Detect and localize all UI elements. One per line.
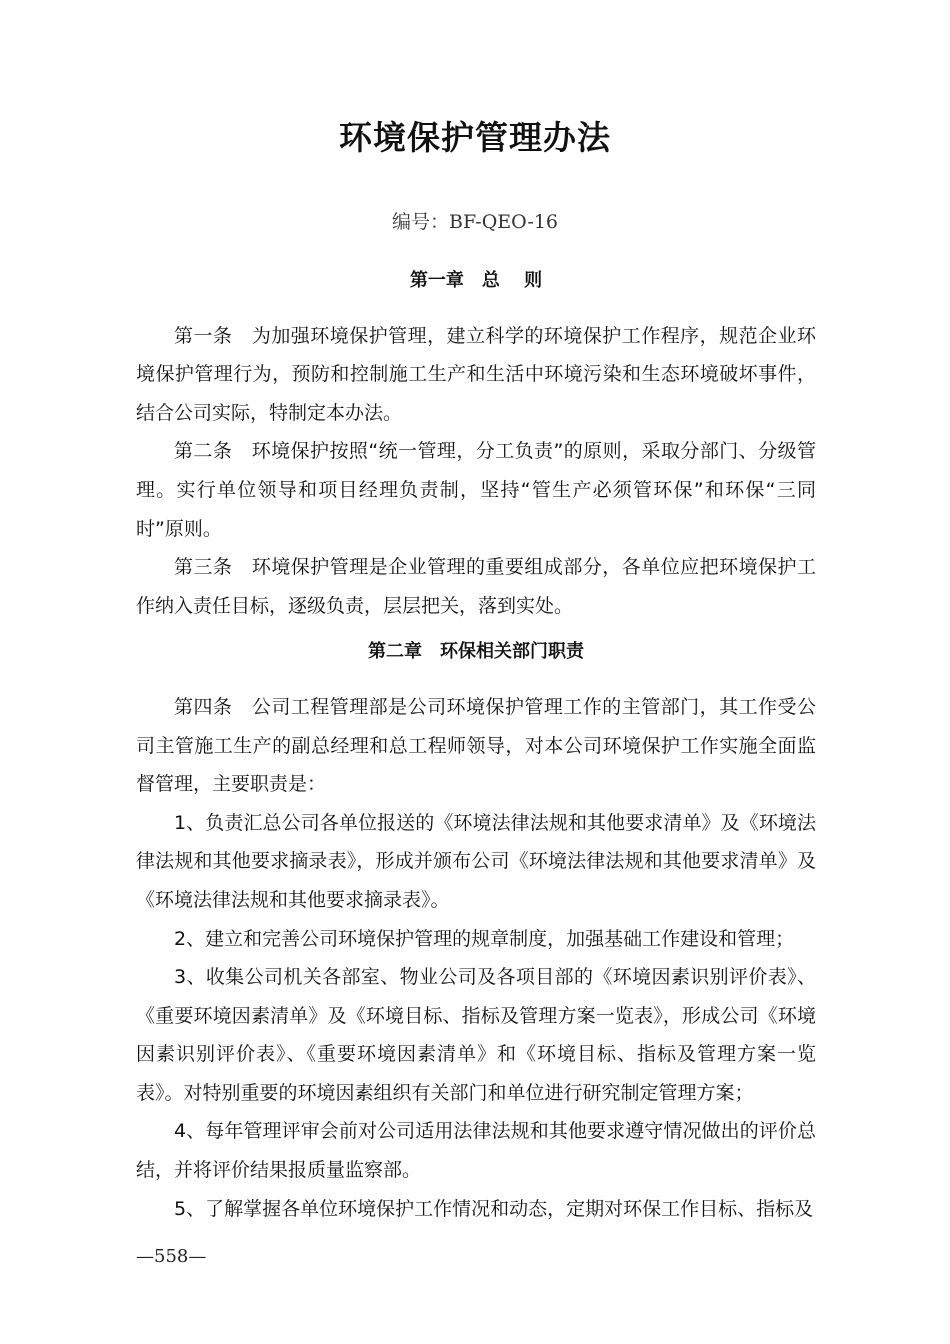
- article-2: 第二条 环境保护按照“统一管理，分工负责”的原则，采取分部门、分级管理。实行单位领导和项目经理负责制，坚持“管生产必须管环保”和环保“三同时”原则。: [136, 440, 816, 540]
- list-item-2: 2、建立和完善公司环境保护管理的规章制度，加强基础工作建设和管理；: [174, 927, 795, 950]
- list-item-4: 4、每年管理评审会前对公司适用法律法规和其他要求遵守情况做出的评价总结，并将评价结果报质量监察部。: [136, 1120, 816, 1182]
- chapter-heading-general: 第一章 总 则: [409, 270, 543, 291]
- list-item-5: 5、了解掌握各单位环境保护工作情况和动态，定期对环保工作目标、指标及: [174, 1197, 814, 1220]
- document-body: [136, 262, 816, 1228]
- article-3: 第三条 环境保护管理是企业管理的重要组成部分，各单位应把环境保护工作纳入责任目标，逐级负责，层层把关，落到实处。: [136, 556, 816, 617]
- document-title: 环境保护管理办法: [339, 118, 611, 157]
- list-item-1: 1、负责汇总公司各单位报送的《环境法律法规和其他要求清单》及《环境法律法规和其他要求摘录表》，形成并颁布公司《环境法律法规和其他要求清单》及《环境法律法规和其他要求摘录表》。: [136, 811, 816, 911]
- page-number: —558—: [136, 1246, 207, 1267]
- list-item-3: 3、收集公司机关各部室、物业公司及各项目部的《环境因素识别评价表》、《重要环境因素清单》及《环境目标、指标及管理方案一览表》，形成公司《环境因素识别评价表》、《重要环境因素清单》和《环境目标、指标及管理方案一览表》。对特别重要的环境因素组织有关部门和单位进行研究制定管理方案；: [136, 966, 816, 1104]
- article-4: 第四条 公司工程管理部是公司环境保护管理工作的主管部门，其工作受公司主管施工生产的副总经理和总工程师领导，对本公司环境保护工作实施全面监督管理，主要职责是：: [136, 695, 816, 796]
- chapter-heading-responsibilities: 第二章 环保相关部门职责: [368, 641, 584, 663]
- document-number: 编号：BF-QEO-16: [391, 211, 559, 233]
- article-1: 第一条 为加强环境保护管理，建立科学的环境保护工作程序，规范企业环境保护管理行为，预防和控制施工生产和生活中环境污染和生态环境破坏事件，结合公司实际，特制定本办法。: [136, 324, 816, 424]
